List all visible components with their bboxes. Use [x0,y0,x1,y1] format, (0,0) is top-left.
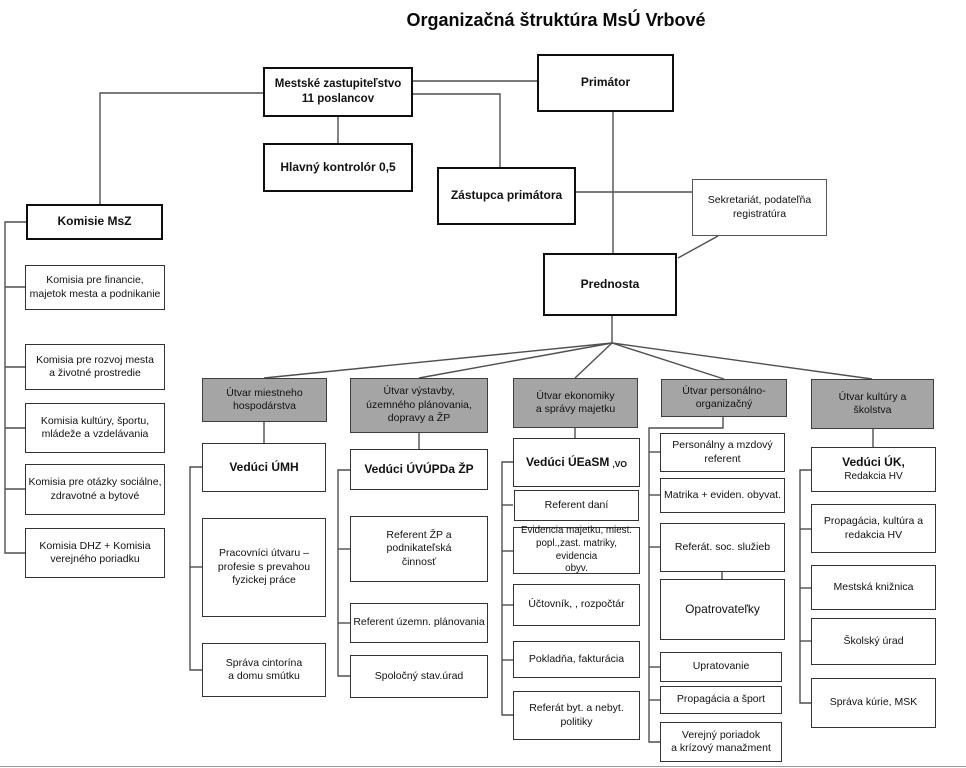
commission-spine [5,222,26,553]
node-spolocny-stavebny-urad: Spoločný stav.úrad [350,655,488,698]
node-pracovnici-utvaru: Pracovníci útvaru – profesie s prevahou fyzickej práce [202,518,326,617]
node-hlavny-kontrolor: Hlavný kontrolór 0,5 [263,143,413,192]
veduci-uk-subtitle: Redakcia HV [844,470,903,482]
node-skolsky-urad: Školský úrad [811,618,936,665]
node-personalny-mzdovy-referent: Personálny a mzdový referent [660,433,785,472]
node-referent-dani: Referent daní [514,490,639,521]
node-mestske-zastupitelstvo: Mestské zastupiteľstvo 11 poslancov [263,67,413,117]
node-komisia-rozvoj: Komisia pre rozvoj mesta a životné prostredie [25,344,165,390]
node-mestska-kniznica: Mestská knižnica [811,565,936,610]
node-propagacia-kultura-hv: Propagácia, kultúra a redakcia HV [811,504,936,553]
node-upratovanie: Upratovanie [660,652,782,682]
node-komisia-financie: Komisia pre financie, majetok mesta a podnikanie [25,265,165,310]
node-evidencia-majetku: Evidencia majetku, miest. popl.,zast. matriky, evidencia obyv. [513,527,640,574]
dept-header-ekonomika: Útvar ekonomiky a správy majetku [513,378,638,428]
node-zastupca-primatora: Zástupca primátora [437,167,576,225]
node-komisie-msz: Komisie MsZ [26,204,163,240]
prednosta-fan [264,316,872,379]
node-referent-uzemneho-planovania: Referent územn. plánovania [350,603,488,643]
node-prednosta: Prednosta [543,253,677,316]
dept-header-miestne-hospodarstvo: Útvar miestneho hospodárstva [202,378,327,422]
node-pokladna-fakturacia: Pokladňa, fakturácia [513,641,640,678]
node-sprava-cintorina: Správa cintorína a domu smútku [202,643,326,697]
dept-header-personalno-organizacny: Útvar personálno- organizačný [661,379,787,417]
node-uctovnik-rozpoctar: Účtovník, , rozpočtár [513,584,640,626]
node-referat-bytovej-politiky: Referát byt. a nebyt. politiky [513,691,640,740]
veduci-uk-title: Vedúci ÚK, [842,455,905,470]
node-matrika-evidencia: Matrika + eviden. obyvat. [660,478,785,513]
node-sekretariat: Sekretariát, podateľňa registratúra [692,179,827,236]
dept-header-kultura-skolstvo: Útvar kultúry a školstva [811,379,934,429]
node-veduci-uk [811,447,936,492]
node-referat-socialnych-sluzieb: Referát. soc. služieb [660,523,785,572]
node-opatrovatelky: Opatrovateľky [660,579,785,640]
node-komisia-socialne: Komisia pre otázky sociálne, zdravotné a bytové [25,464,165,515]
diagram-title: Organizačná štruktúra MsÚ Vrbové [406,10,706,30]
node-veduci-umh: Vedúci ÚMH [202,443,326,492]
node-propagacia-sport: Propagácia a šport [660,686,782,714]
node-komisia-dhz: Komisia DHZ + Komisia verejného poriadku [25,528,165,578]
page-edge-line [0,766,966,767]
node-sprava-kurie-msk: Správa kúrie, MSK [811,678,936,728]
node-verejny-poriadok: Verejný poriadok a krízový manažment [660,722,782,762]
node-veduci-uvupda-zp: Vedúci ÚVÚPDa ŽP [350,449,488,490]
veduci-ueasm-main: Vedúci ÚEaSM [525,454,610,469]
dept-header-vystavba: Útvar výstavby, územného plánovania, dopravy a ŽP [350,378,488,433]
node-referent-zp: Referent ŽP a podnikateľská činnosť [350,516,488,582]
node-primator: Primátor [537,54,674,112]
node-komisia-kultury: Komisia kultúry, športu, mládeže a vzdelávania [25,403,165,453]
veduci-ueasm-suffix: ,VO [612,459,628,470]
node-veduci-ueasm [513,438,640,487]
